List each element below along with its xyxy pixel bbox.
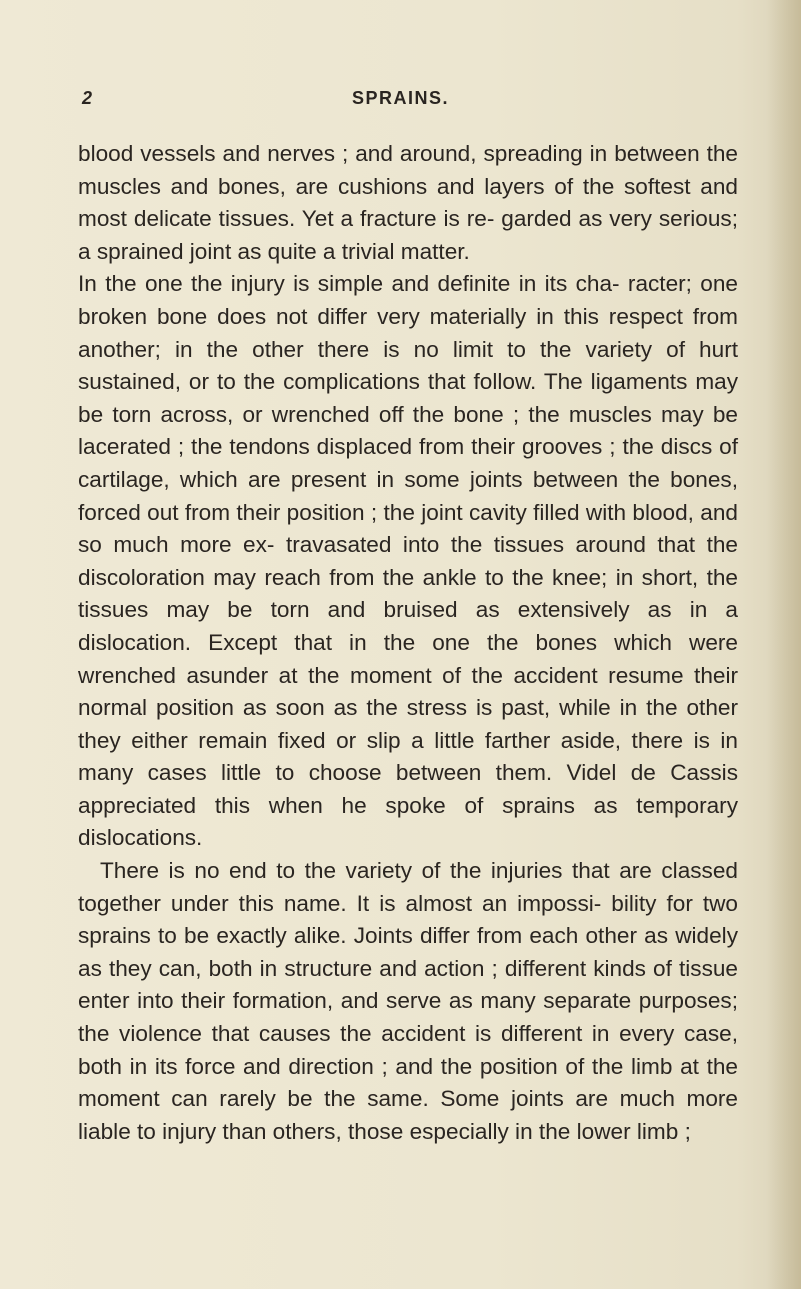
running-title: SPRAINS. — [351, 88, 450, 108]
paragraph: There is no end to the variety of the injuries that are classed together under this name. It is almost an impossi- bility for two sprains to be exactly alike. Joints differ from each other as widely as they can, both in structure and action ; different kinds of tissue enter into their formation, and serve as many separate purposes; the violence that causes the accident is different in every case, both in its force and direction ; and the position of the limb at the moment can rarely be the same. Some joints are much more liable to injury than others, those especially in the lower limb ; — [78, 858, 738, 1144]
body-text — [78, 138, 738, 1148]
page-header — [0, 88, 801, 114]
page-number: 2 — [82, 88, 93, 108]
paragraph: In the one the injury is simple and definite in its cha- racter; one broken bone does not differ very materially in this respect from another; in the other there is no limit to the variety of hurt sustained, or to the complications that follow. The ligaments may be torn across, or wrenched off the bone ; the muscles may be lacerated ; the tendons displaced from their grooves ; the discs of cartilage, which are present in some joints between the bones, forced out from their position ; the joint cavity filled with blood, and so much more ex- travasated into the tissues around that the discoloration may reach from the ankle to the knee; in short, the tissues may be torn and bruised as extensively as in a dislocation. Except that in the one the bones which were wrenched asunder at the moment of the accident resume their normal position as soon as the stress is past, while in the other they either remain fixed or slip a little farther aside, there is in many cases little to choose between them. Videl de Cassis appreciated this when he spoke of sprains as temporary dislocations. — [78, 271, 738, 851]
page-edge-stain — [767, 0, 801, 1289]
paragraph: blood vessels and nerves ; and around, spreading in between the muscles and bones, are cushions and layers of the softest and most delicate tissues. Yet a fracture is re- garded as very serious; a sprained joint as quite a trivial matter. — [78, 141, 738, 264]
